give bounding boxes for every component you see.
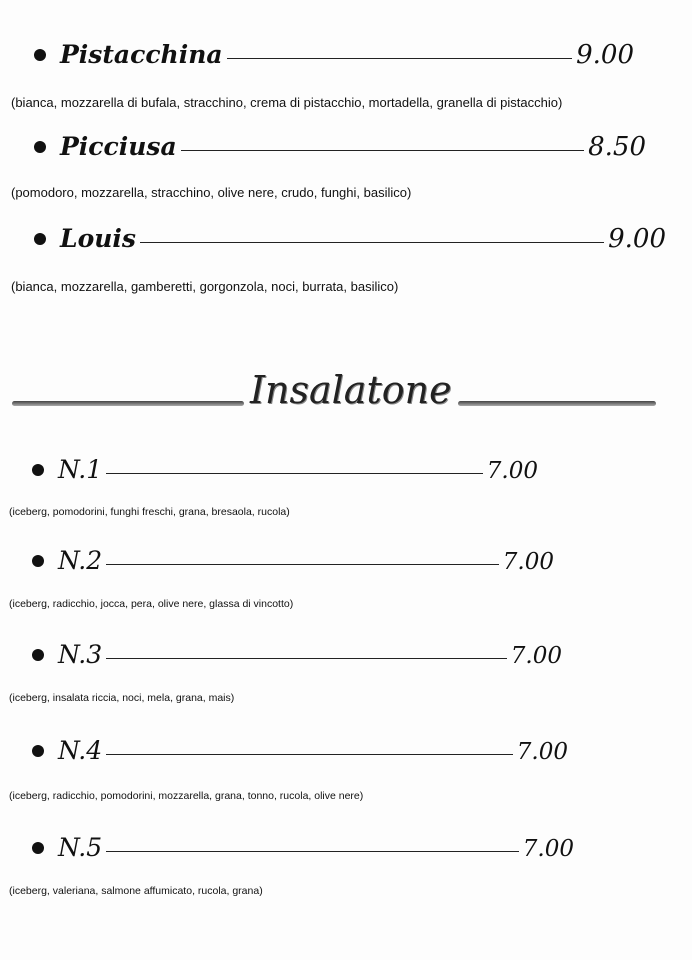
item-name: N.3: [58, 640, 103, 669]
item-description: (bianca, mozzarella di bufala, stracchino, crema di pistacchio, mortadella, granella di pistacchio): [11, 95, 563, 110]
bullet-icon: [34, 49, 46, 61]
section-heading: [12, 360, 656, 412]
item-description: (iceberg, radicchio, pomodorini, mozzarella, grana, tonno, rucola, olive nere): [9, 790, 364, 802]
item-name: Pistacchina: [60, 40, 223, 69]
bullet-icon: [32, 842, 44, 854]
item-price: 7.00: [522, 836, 574, 862]
item-price: 9.00: [608, 224, 666, 254]
item-name: Picciusa: [60, 132, 177, 161]
item-name: N.4: [58, 736, 103, 765]
item-price: 7.00: [510, 643, 562, 669]
leader-line: [106, 564, 499, 565]
item-description: (iceberg, radicchio, jocca, pera, olive nere, glassa di vincotto): [9, 598, 294, 610]
item-name: N.5: [58, 833, 103, 862]
item-name: N.1: [58, 455, 103, 484]
item-price: 8.50: [588, 132, 646, 162]
item-line: [32, 736, 568, 765]
leader-line: [106, 473, 483, 474]
bullet-icon: [34, 141, 46, 153]
bullet-icon: [32, 745, 44, 757]
bullet-icon: [32, 555, 44, 567]
item-price: 7.00: [502, 549, 554, 575]
bullet-icon: [32, 464, 44, 476]
bullet-icon: [34, 233, 46, 245]
item-line: [34, 224, 666, 254]
item-description: (iceberg, insalata riccia, noci, mela, grana, mais): [9, 692, 235, 704]
item-description: (iceberg, pomodorini, funghi freschi, grana, bresaola, rucola): [9, 506, 290, 518]
item-description: (iceberg, valeriana, salmone affumicato, rucola, grana): [9, 885, 263, 897]
item-name: N.2: [58, 546, 103, 575]
item-line: [32, 640, 562, 669]
leader-line: [106, 658, 507, 659]
item-description: (bianca, mozzarella, gamberetti, gorgonzola, noci, burrata, basilico): [11, 279, 399, 294]
item-description: (pomodoro, mozzarella, stracchino, olive nere, crudo, funghi, basilico): [11, 185, 412, 200]
bullet-icon: [32, 649, 44, 661]
heading-rule-right: [458, 401, 656, 406]
item-line: [34, 132, 646, 162]
item-price: 9.00: [576, 40, 634, 70]
leader-line: [227, 58, 572, 59]
heading-rule-left: [12, 401, 244, 406]
leader-line: [140, 242, 604, 243]
section-title: Insalatone: [250, 368, 452, 412]
item-line: [32, 455, 538, 484]
item-price: 7.00: [516, 739, 568, 765]
leader-line: [106, 754, 513, 755]
item-price: 7.00: [486, 458, 538, 484]
leader-line: [181, 150, 584, 151]
item-name: Louis: [60, 224, 137, 253]
item-line: [32, 833, 574, 862]
item-line: [34, 40, 634, 70]
leader-line: [106, 851, 519, 852]
item-line: [32, 546, 554, 575]
